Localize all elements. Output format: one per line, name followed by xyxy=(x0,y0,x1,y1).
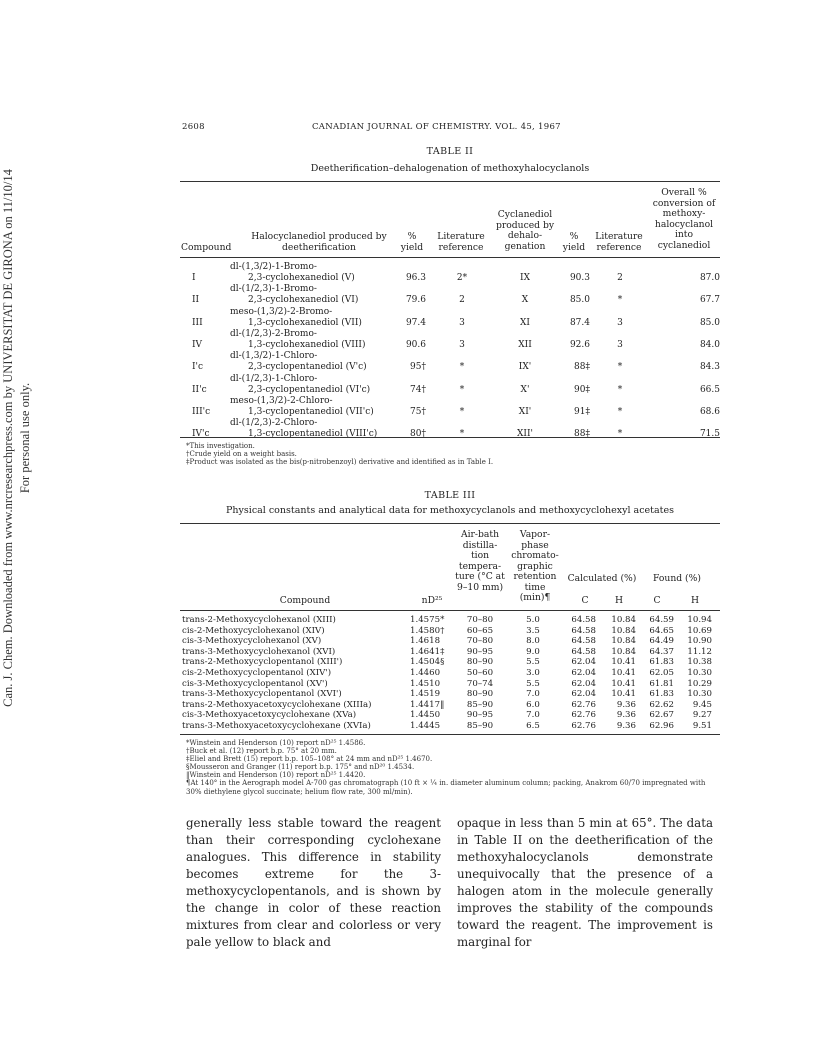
t3-head-calc-h: H xyxy=(614,595,623,606)
t3-compound-cell: cis-2-Methoxycyclohexanol (XIV) xyxy=(182,625,325,636)
table-cell: 90.6 xyxy=(405,339,426,350)
table-cell: 10.84 xyxy=(611,615,636,625)
t3-footnote: ‖Winstein and Henderson (10) report nD²⁵ 1.4420. xyxy=(186,771,366,779)
table-cell: 74† xyxy=(410,384,426,395)
table-cell: IV xyxy=(192,339,203,350)
body-column-right: opaque in less than 5 min at 65°. The data in Table II on the deetherification of the methoxyhalocyclanols demonstrate unequivocally that the presence of a halogen atom in the molecule generally improves the stability of the compounds toward the reagent. The improvement is marginal for xyxy=(457,816,713,949)
t3-head-calc-c: C xyxy=(581,595,589,606)
journal-title: CANADIAN JOURNAL OF CHEMISTRY. VOL. 45, 1967 xyxy=(312,122,561,132)
t3-footnote: ‡Eliel and Brett (15) report b.p. 105–108° at 24 mm and nD²⁵ 1.4670. xyxy=(186,755,433,763)
table-cell: 70–80 xyxy=(466,636,494,647)
table-cell: 90–95 xyxy=(466,710,494,721)
table-cell: 1.4641‡ xyxy=(410,646,445,657)
table-cell: XI' xyxy=(518,406,532,417)
table-cell: 68.6 xyxy=(699,406,720,417)
table-cell: 50–60 xyxy=(466,668,494,678)
t2-halocyclanediol-cont: 2,3-cyclopentanediol (VI'c) xyxy=(248,384,371,395)
t2-head-cyclanediol: Cyclanediol produced by dehalo-genation xyxy=(495,209,555,252)
table3-header-rule xyxy=(180,610,720,611)
table-cell: 2 xyxy=(459,295,465,306)
t2-head-compound: Compound xyxy=(181,242,232,253)
table-cell: 9.36 xyxy=(616,699,636,710)
t3-compound-cell: trans-3-Methoxycyclohexanol (XVI) xyxy=(182,646,336,657)
t3-head-found-c: C xyxy=(653,595,661,606)
table-cell: 84.0 xyxy=(699,339,720,350)
table-cell: II xyxy=(192,295,200,306)
table-cell: * xyxy=(459,384,465,395)
t3-head-vpc: Vapor-phase chromato-graphic retention time (min)¶ xyxy=(511,529,559,603)
table-cell: 1.4519 xyxy=(410,689,441,700)
table-cell: 7.0 xyxy=(526,689,540,700)
table-cell: * xyxy=(459,406,465,417)
table-cell: 64.49 xyxy=(649,636,674,647)
table-cell: 10.41 xyxy=(611,678,636,689)
table-cell: 9.36 xyxy=(616,721,636,731)
table-cell: 5.5 xyxy=(526,657,540,668)
t3-compound-cell: cis-3-Methoxyacetoxycyclohexane (XVa) xyxy=(182,710,357,721)
table-cell: III'c xyxy=(192,406,211,417)
table-cell: * xyxy=(617,362,623,373)
t3-compound-cell: trans-2-Methoxycyclohexanol (XIII) xyxy=(182,615,336,625)
table-cell: 87.0 xyxy=(699,273,720,283)
table-cell: IV'c xyxy=(192,429,210,440)
table-cell: 62.76 xyxy=(571,721,596,731)
t3-footnote: †Buck et al. (12) report b.p. 75° at 20 mm. xyxy=(186,747,337,755)
table-cell: II'c xyxy=(192,384,207,395)
table-cell: XI xyxy=(520,317,530,328)
table3-label: TABLE III xyxy=(424,490,476,501)
t3-head-compound: Compound xyxy=(279,595,331,606)
table-cell: 60–65 xyxy=(466,625,494,636)
t2-head-overall: Overall % conversion of methoxy-halocyclanol into cyclanediol xyxy=(652,187,716,251)
watermark-line-1: Can. J. Chem. Downloaded from www.nrcresearchpress.com by UNIVERSITAT DE GIRONA on 11/10/14 xyxy=(1,169,15,707)
table-cell: 10.41 xyxy=(611,657,636,668)
t2-footnote: †Crude yield on a weight basis. xyxy=(186,450,297,458)
table-cell: 90–95 xyxy=(466,646,494,657)
t3-compound-cell: cis-2-Methoxycyclopentanol (XIV') xyxy=(182,668,332,678)
table-cell: 9.51 xyxy=(692,721,712,731)
table-cell: 62.04 xyxy=(571,668,596,678)
table-cell: 91‡ xyxy=(574,406,590,417)
t3-compound-cell: cis-3-Methoxycyclohexanol (XV) xyxy=(182,636,322,647)
table-cell: 2 xyxy=(617,273,623,283)
t2-footnote: *This investigation. xyxy=(186,442,255,450)
table-cell: 10.94 xyxy=(687,615,712,625)
table-cell: 9.45 xyxy=(692,699,712,710)
t2-halocyclanediol-cell: dl-(1/2,3)-2-Chloro- xyxy=(230,418,318,429)
t3-compound-cell: trans-3-Methoxyacetoxycyclohexane (XVIa) xyxy=(182,721,371,731)
table-cell: 10.30 xyxy=(687,689,712,700)
table-cell: 87.4 xyxy=(569,317,590,328)
t3-compound-cell: trans-3-Methoxycyclopentanol (XVI') xyxy=(182,689,342,700)
table-cell: 3.5 xyxy=(526,625,540,636)
table2-caption: Deetherification–dehalogenation of methoxyhalocyclanols xyxy=(310,163,590,174)
table-cell: 8.0 xyxy=(526,636,540,647)
t2-head-litref1: Literature reference xyxy=(437,231,485,253)
t2-halocyclanediol-cont: 1,3-cyclopentanediol (VII'c) xyxy=(248,406,374,417)
table-cell: 10.69 xyxy=(687,625,712,636)
t3-footnote: *Winstein and Henderson (10) report nD²⁵ 1.4586. xyxy=(186,739,366,747)
table-cell: * xyxy=(459,429,465,440)
table-cell: 66.5 xyxy=(699,384,720,395)
table2-top-rule xyxy=(180,181,720,182)
table-cell: 96.3 xyxy=(405,273,426,283)
table3-bottom-rule xyxy=(180,734,720,735)
t2-head-halocyclanediol: Halocyclanediol produced by deetherification xyxy=(251,231,387,253)
t2-halocyclanediol-cell: meso-(1,3/2)-2-Bromo- xyxy=(230,306,333,317)
table-cell: 1.4575* xyxy=(410,615,445,625)
t3-head-found: Found (%) xyxy=(653,573,701,584)
table2-bottom-rule xyxy=(180,437,720,438)
table-cell: IX' xyxy=(518,362,532,373)
table-cell: 6.5 xyxy=(526,721,540,731)
table-cell: X xyxy=(521,295,529,306)
table-cell: * xyxy=(617,295,623,306)
watermark-line-2: For personal use only. xyxy=(18,382,32,494)
table2-header-rule xyxy=(180,257,720,258)
table-cell: 62.76 xyxy=(571,710,596,721)
t3-compound-cell: trans-2-Methoxycyclopentanol (XIII') xyxy=(182,657,343,668)
table-cell: 64.58 xyxy=(571,615,596,625)
table-cell: 80–90 xyxy=(466,689,494,700)
t2-halocyclanediol-cell: meso-(1,3/2)-2-Chloro- xyxy=(230,395,333,406)
table-cell: XII' xyxy=(517,429,533,440)
table-cell: 3 xyxy=(459,339,465,350)
table-cell: 90‡ xyxy=(574,384,590,395)
table-cell: 92.6 xyxy=(569,339,590,350)
t2-head-yield2: % yield xyxy=(562,231,586,253)
table-cell: 79.6 xyxy=(405,295,426,306)
table-cell: 3 xyxy=(617,339,623,350)
t2-halocyclanediol-cont: 2,3-cyclohexanediol (VI) xyxy=(248,295,359,306)
table-cell: I'c xyxy=(192,362,204,373)
t2-footnote: ‡Product was isolated as the bis(p-nitrobenzoyl) derivative and identified as in Table I. xyxy=(186,458,494,466)
table2-label: TABLE II xyxy=(426,146,474,157)
table-cell: 10.84 xyxy=(611,646,636,657)
table-cell: * xyxy=(459,362,465,373)
table-cell: 3 xyxy=(459,317,465,328)
table-cell: 70–80 xyxy=(466,615,494,625)
table-cell: 62.04 xyxy=(571,657,596,668)
table-cell: 10.41 xyxy=(611,689,636,700)
table-cell: 10.90 xyxy=(687,636,712,647)
table-cell: X' xyxy=(520,384,530,395)
table-cell: 62.04 xyxy=(571,678,596,689)
table-cell: 97.4 xyxy=(405,317,426,328)
table-cell: * xyxy=(617,406,623,417)
table-cell: 1.4460 xyxy=(410,668,441,678)
t3-compound-cell: cis-3-Methoxycyclopentanol (XV') xyxy=(182,678,328,689)
t2-halocyclanediol-cont: 2,3-cyclopentanediol (V'c) xyxy=(248,362,367,373)
table-cell: 62.05 xyxy=(649,668,674,678)
t3-head-found-h: H xyxy=(690,595,699,606)
table-cell: 85.0 xyxy=(569,295,590,306)
table-cell: 9.36 xyxy=(616,710,636,721)
t3-compound-cell: trans-2-Methoxyacetoxycyclohexane (XIIIa) xyxy=(182,699,372,710)
table-cell: 10.29 xyxy=(687,678,712,689)
table-cell: 62.62 xyxy=(649,699,674,710)
table-cell: 67.7 xyxy=(699,295,720,306)
t2-halocyclanediol-cont: 2,3-cyclohexanediol (V) xyxy=(248,273,355,283)
table-cell: 80–90 xyxy=(466,657,494,668)
t2-halocyclanediol-cell: dl-(1,3/2)-1-Bromo- xyxy=(230,262,317,272)
table-cell: 75† xyxy=(410,406,426,417)
table-cell: 61.83 xyxy=(649,657,674,668)
table-cell: 62.76 xyxy=(571,699,596,710)
table-cell: 5.0 xyxy=(526,615,540,625)
table-cell: 10.41 xyxy=(611,668,636,678)
table-cell: 64.58 xyxy=(571,646,596,657)
table-cell: III xyxy=(192,317,203,328)
table-cell: 9.0 xyxy=(526,646,540,657)
table-cell: 64.58 xyxy=(571,636,596,647)
t3-footnote: ¶At 140° in the Aerograph model A-700 gas chromatograph (10 ft × ¼ in. diameter aluminum column; packing, Anakrom 60/70 impregnated with 30% diethylene glycol succinate; helium flow rate, 300 ml/min). xyxy=(186,779,706,796)
table-cell: 2* xyxy=(456,273,468,283)
table-cell: 7.0 xyxy=(526,710,540,721)
table-cell: 61.83 xyxy=(649,689,674,700)
table-cell: 70–74 xyxy=(466,678,494,689)
table-cell: * xyxy=(617,384,623,395)
table-cell: 62.67 xyxy=(649,710,674,721)
table-cell: 10.84 xyxy=(611,625,636,636)
table-cell: 62.96 xyxy=(649,721,674,731)
download-watermark xyxy=(0,168,40,708)
table-cell: 10.38 xyxy=(687,657,712,668)
table-cell: 62.04 xyxy=(571,689,596,700)
table-cell: 90.3 xyxy=(569,273,590,283)
t2-halocyclanediol-cell: dl-(1/2,3)-2-Bromo- xyxy=(230,328,317,339)
table-cell: 80† xyxy=(410,429,426,440)
table-cell: * xyxy=(617,429,623,440)
page-number: 2608 xyxy=(182,122,205,132)
table-cell: 85.0 xyxy=(699,317,720,328)
table-cell: 1.4450 xyxy=(410,710,441,721)
table-cell: 85–90 xyxy=(466,721,494,731)
table3-caption: Physical constants and analytical data for methoxycyclanols and methoxycyclohexyl acetates xyxy=(226,505,674,516)
t2-head-litref2: Literature reference xyxy=(595,231,643,253)
table-cell: 1.4504§ xyxy=(410,657,445,668)
table-cell: I xyxy=(192,273,196,283)
table-cell: 88‡ xyxy=(574,429,590,440)
table-cell: 71.5 xyxy=(699,429,720,440)
table-cell: 6.0 xyxy=(526,699,540,710)
table-cell: 1.4417‖ xyxy=(410,699,445,710)
table-cell: 64.65 xyxy=(649,625,674,636)
t3-footnote: §Mousseron and Granger (11) report b.p. 175° and nD²⁰ 1.4534. xyxy=(186,763,415,771)
table-cell: 10.30 xyxy=(687,668,712,678)
table-cell: 10.84 xyxy=(611,636,636,647)
t3-head-nd: nD²⁵ xyxy=(421,595,443,606)
table-cell: 88‡ xyxy=(574,362,590,373)
table-cell: 5.5 xyxy=(526,678,540,689)
table-cell: 11.12 xyxy=(687,646,712,657)
table-cell: 84.3 xyxy=(699,362,720,373)
table-cell: 9.27 xyxy=(692,710,712,721)
table-cell: 95† xyxy=(410,362,426,373)
table-cell: IX xyxy=(520,273,530,283)
t2-halocyclanediol-cont: 1,3-cyclopentanediol (VIII'c) xyxy=(248,429,378,440)
table-cell: 1.4618 xyxy=(410,636,441,647)
table-cell: 85–90 xyxy=(466,699,494,710)
table-cell: 61.81 xyxy=(649,678,674,689)
table-cell: 3 xyxy=(617,317,623,328)
t2-halocyclanediol-cell: dl-(1/2,3)-1-Chloro- xyxy=(230,373,318,384)
t2-halocyclanediol-cell: dl-(1/2,3)-1-Bromo- xyxy=(230,284,317,295)
table-cell: 64.58 xyxy=(571,625,596,636)
table-cell: 64.59 xyxy=(649,615,674,625)
t2-halocyclanediol-cont: 1,3-cyclohexanediol (VIII) xyxy=(248,339,366,350)
table-cell: 1.4580† xyxy=(410,625,445,636)
t3-head-calculated: Calculated (%) xyxy=(567,573,637,584)
table-cell: XII xyxy=(518,339,532,350)
body-column-left: generally less stable toward the reagent than their corresponding cyclohexane analogues. This difference in stability becomes extreme for the 3-methoxycyclopentanols, and is shown by the change in color of these reaction mixtures from clear and colorless or very pale yellow to black and xyxy=(186,816,441,949)
table-cell: 3.0 xyxy=(526,668,540,678)
table-cell: 1.4510 xyxy=(410,678,441,689)
t2-halocyclanediol-cell: dl-(1,3/2)-1-Chloro- xyxy=(230,351,318,362)
table-cell: 64.37 xyxy=(649,646,674,657)
table3-top-rule xyxy=(180,523,720,524)
t2-head-yield1: % yield xyxy=(400,231,424,253)
t2-halocyclanediol-cont: 1,3-cyclohexanediol (VII) xyxy=(248,317,362,328)
t3-head-bath: Air-bath distilla-tion tempera-ture (°C at 9–10 mm) xyxy=(455,529,505,593)
table-cell: 1.4445 xyxy=(410,721,441,731)
